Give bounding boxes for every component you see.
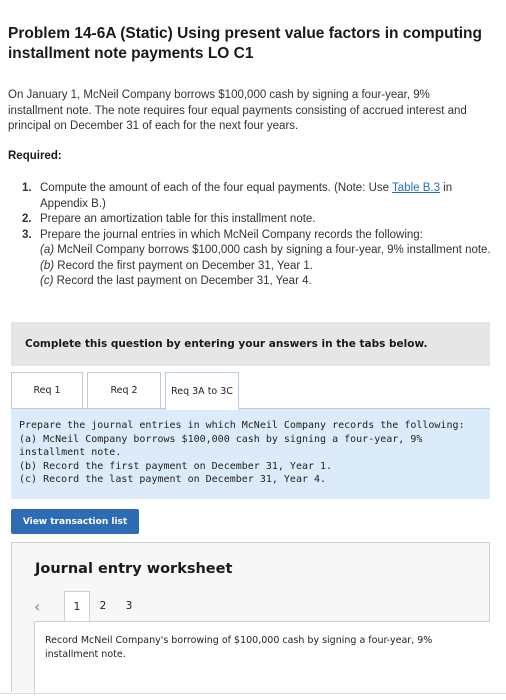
requirement-number: 3. bbox=[22, 228, 32, 241]
journal-entry-worksheet bbox=[11, 542, 490, 692]
requirement-3a bbox=[40, 243, 492, 259]
requirement-3 bbox=[22, 228, 492, 290]
page-3[interactable]: 3 bbox=[125, 600, 133, 612]
panel-line: (b) Record the first payment on December 31, Year 1. bbox=[19, 460, 333, 472]
sub-text: McNeil Company borrows $100,000 cash by signing a four-year, 9% installment note. bbox=[54, 244, 491, 256]
view-transaction-list-button[interactable]: View transaction list bbox=[11, 509, 139, 534]
requirement-text-before: Compute the amount of each of the four equal payments. (Note: Use bbox=[40, 182, 393, 194]
page-2[interactable]: 2 bbox=[99, 600, 107, 612]
requirement-3b bbox=[40, 259, 492, 275]
sub-letter: (a) bbox=[40, 244, 55, 256]
requirement-tabs bbox=[11, 372, 243, 410]
instruction-bar: Complete this question by entering your answers in the tabs below. bbox=[11, 322, 490, 366]
panel-line: Prepare the journal entries in which McNeil Company records the following: bbox=[19, 420, 465, 431]
required-label: Required: bbox=[8, 150, 62, 162]
requirement-1 bbox=[22, 181, 492, 212]
requirements-list bbox=[22, 181, 492, 290]
tab-req-3a-to-3c[interactable]: Req 3A to 3C bbox=[165, 372, 239, 410]
worksheet-pager bbox=[34, 591, 142, 621]
requirement-3c bbox=[40, 274, 492, 290]
problem-title: Problem 14-6A (Static) Using present value factors in computing installment note payments LO C1 bbox=[8, 25, 482, 62]
sub-letter: (c) bbox=[40, 275, 54, 287]
tab-req-2[interactable]: Req 2 bbox=[87, 372, 161, 408]
tab-req-1[interactable]: Req 1 bbox=[11, 372, 83, 408]
requirement-number: 2. bbox=[22, 213, 32, 225]
page-1[interactable]: 1 bbox=[64, 591, 90, 621]
panel-line: (c) Record the last payment on December 31, Year 4. bbox=[19, 474, 327, 485]
sub-text: Record the first payment on December 31, Year 1. bbox=[54, 259, 313, 272]
sub-letter: (b) bbox=[40, 259, 55, 272]
requirement-text: Prepare an amortization table for this installment note. bbox=[40, 213, 316, 225]
requirement-text bbox=[40, 228, 492, 290]
requirement-2 bbox=[22, 212, 492, 228]
requirement-text bbox=[40, 181, 492, 212]
requirement-text-after: in Appendix B.) bbox=[40, 182, 453, 210]
worksheet-title: Journal entry worksheet bbox=[35, 561, 233, 577]
tab-panel bbox=[11, 409, 490, 499]
worksheet-instruction: Record McNeil Company's borrowing of $100,000 cash by signing a four-year, 9% installment note. bbox=[34, 621, 490, 693]
requirement-3-text: Prepare the journal entries in which McNeil Company records the following: bbox=[40, 228, 423, 241]
sub-text: Record the last payment on December 31, Year 4. bbox=[53, 275, 312, 287]
panel-line: (a) McNeil Company borrows $100,000 cash by signing a four-year, 9% installment note. bbox=[19, 433, 423, 458]
problem-intro: On January 1, McNeil Company borrows $100,000 cash by signing a four-year, 9% installment note. The note requires four equal payments consisting of accrued interest and principal on December 31 of each for the next four years. bbox=[8, 89, 467, 132]
requirement-number: 1. bbox=[22, 182, 32, 194]
table-b3-link[interactable]: Table B.3 bbox=[392, 182, 440, 194]
chevron-left-icon[interactable]: ‹ bbox=[34, 596, 41, 616]
bottom-divider bbox=[0, 693, 506, 694]
